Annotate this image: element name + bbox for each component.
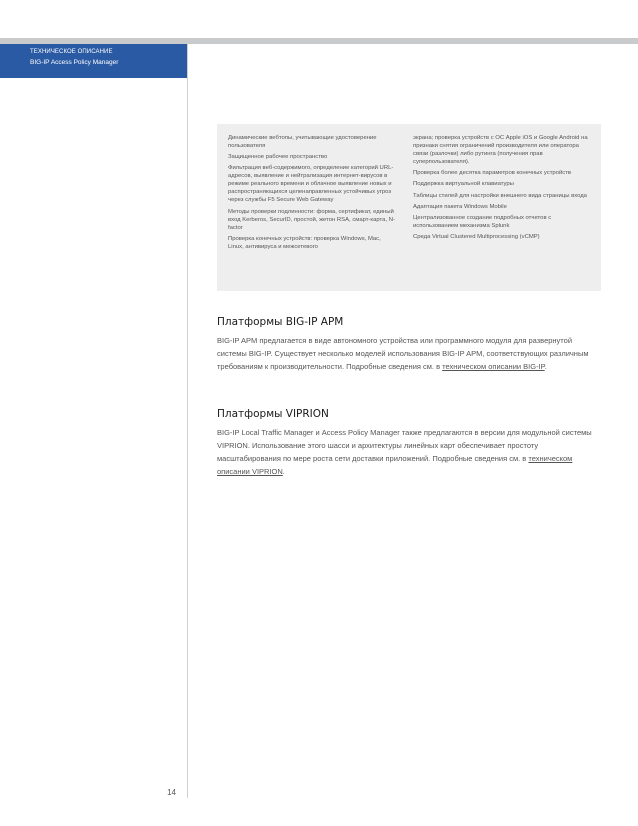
feature-item: Фильтрация веб-содержимого, определение категорий URL-адресов, выявление и нейтрализация интернет-вирусов в режиме реального времени и облачное выявление новых и распространяющихся целенаправленных устойчивых угроз через службы F5 Secure Web Gateway (228, 165, 394, 204)
page-number: 14 (167, 788, 176, 797)
section-paragraph-viprion-platforms (217, 427, 601, 479)
feature-item: Таблицы стилей для настройки внешнего вида страницы входа (413, 192, 587, 199)
feature-item: Централизованное создание подробных отчетов с использованием механизма Splunk (413, 214, 552, 229)
feature-item: Проверка конечных устройств: проверка Windows, Mac, Linux, антивируса и межсетевого (228, 235, 381, 250)
feature-item: экрана; проверка устройств с ОС Apple iOS и Google Android на признаки снятия ограничений производителя или оператора связи (разлочки) либо рутинга (получения прав суперпользователя). (413, 135, 588, 165)
paragraph-text: BIG-IP Local Traffic Manager и Access Policy Manager также предлагаются в версии для модульной системы VIPRION. Использование этого шасси и архитектуры линейных карт обеспечивает простоту масштабирования по мере роста сети доставки приложений. Подробные сведения см. в (217, 428, 592, 463)
section-paragraph-big-ip-apm-platforms (217, 335, 601, 374)
feature-item: Проверка более десятка параметров конечных устройств (413, 170, 572, 177)
paragraph-tail: . (544, 361, 547, 371)
feature-item: Среда Virtual Clustered Multiprocessing (vCMP) (413, 234, 540, 241)
feature-item: Защищенное рабочее пространство (228, 154, 328, 161)
column-divider (187, 44, 188, 798)
document-header-band (0, 44, 187, 78)
document-type-label: ТЕХНИЧЕСКОЕ ОПИСАНИЕ (30, 49, 113, 55)
section-title-big-ip-apm-platforms: Платформы BIG-IP APM (217, 316, 344, 328)
paragraph-tail: . (282, 466, 285, 476)
paragraph-text: BIG-IP APM предлагается в виде автономного устройства или программного модуля для развернутой системы BIG-IP. Существует несколько моделей использования BIG-IP APM, соответствующих различным требованиям к производительности. Подробные сведения см. в (217, 336, 589, 371)
feature-item: Адаптация пакета Windows Mobile (413, 203, 507, 210)
feature-list-box (217, 124, 601, 291)
big-ip-datasheet-link[interactable]: техническом описании BIG-IP (442, 361, 545, 371)
feature-column-right (413, 134, 591, 244)
feature-item: Поддержка виртуальной клавиатуры (413, 181, 514, 188)
viprion-datasheet-link[interactable]: техническом описании VIPRION (217, 453, 573, 476)
feature-item: Динамические вебтопы, учитывающие удостоверение пользователя (228, 135, 377, 149)
product-name-label: BIG-IP Access Policy Manager (30, 59, 119, 66)
feature-item: Методы проверки подлинности: форма, сертификат, единый вход Kerberos, SecurID, простой, жетон RSA, смарт-карта, N-factor (228, 208, 395, 231)
feature-column-left (228, 134, 398, 254)
section-title-viprion-platforms: Платформы VIPRION (217, 408, 329, 420)
